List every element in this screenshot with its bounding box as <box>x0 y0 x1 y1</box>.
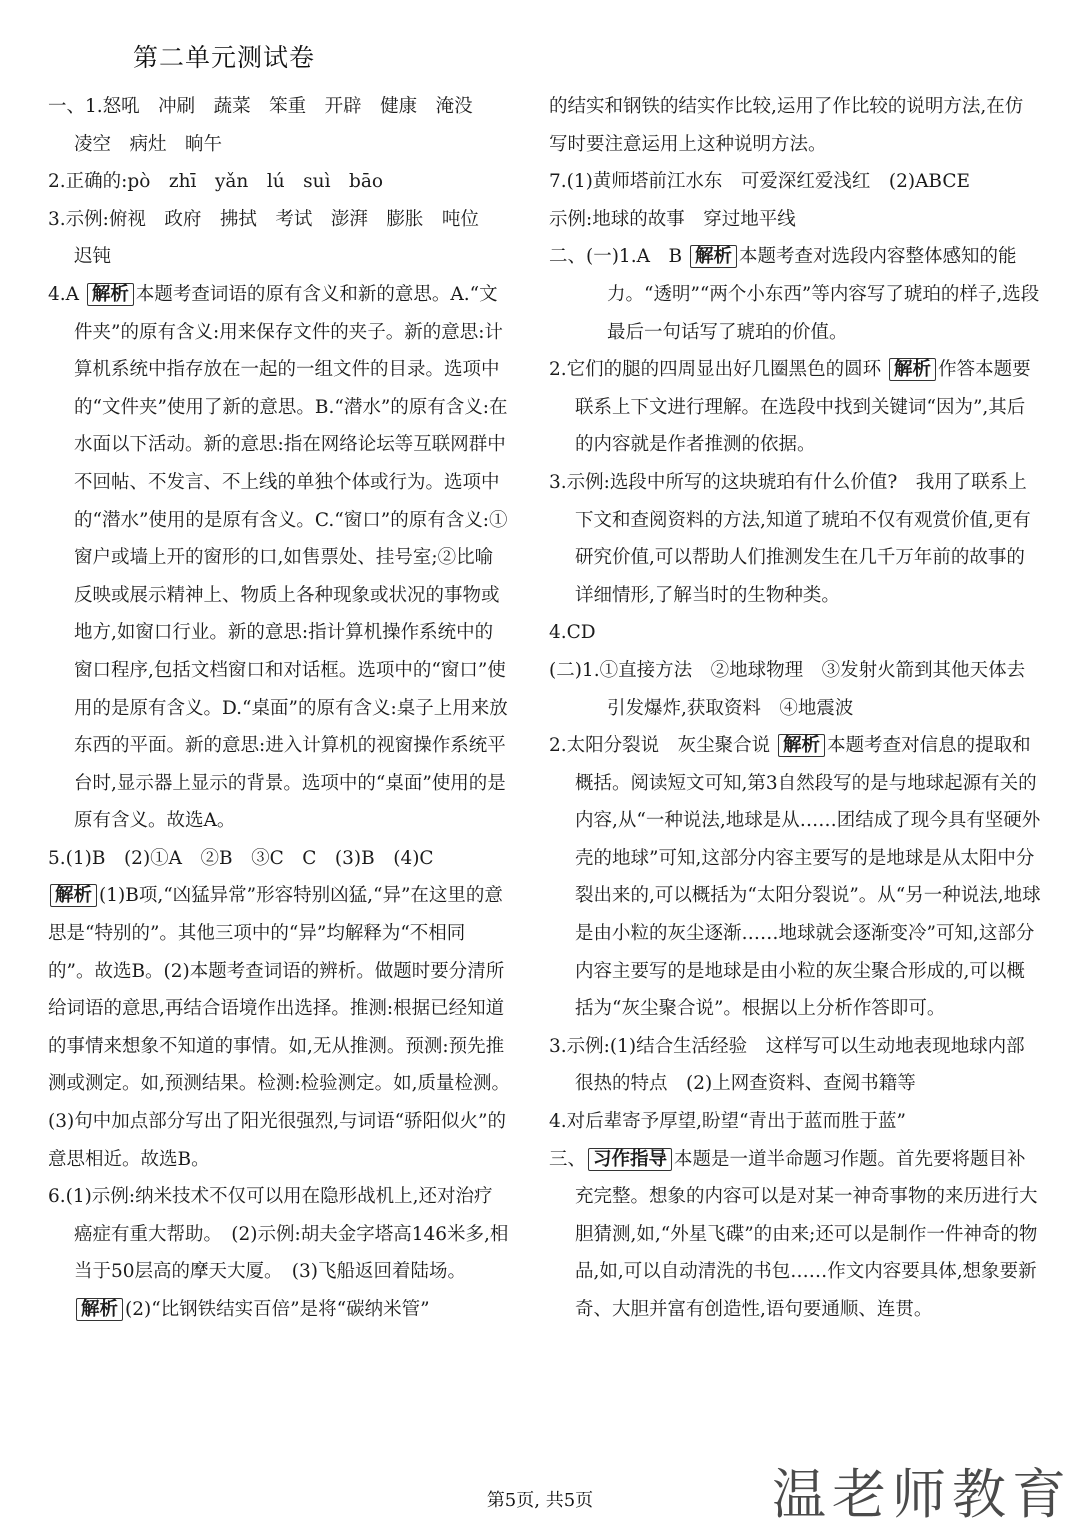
page-number: 第5页, 共5页 <box>486 1490 594 1511</box>
section-2-answer-4: 4.CD <box>549 622 596 644</box>
section-2-answer-1-choice: 二、(一)1.A B <box>549 246 688 268</box>
section-2b-answer-1: (二)1.①直接方法 ②地球物理 ③发射火箭到其他天体去引发爆炸,获取资料 ④地震波 <box>549 659 1026 719</box>
analysis-tag: 解析 <box>778 734 825 757</box>
answer-6-continued: 的结实和钢铁的结实作比较,运用了作比较的说明方法,在仿写时要注意运用上这种说明方法。 <box>549 96 1024 155</box>
section-2-answer-2 <box>549 351 1041 464</box>
section-2-answer-1 <box>549 238 1041 351</box>
analysis-tag: 解析 <box>50 884 97 907</box>
brand-watermark: 温老师教育 <box>772 1463 1072 1526</box>
section-2-answer-1-analysis: 本题考查对选段内容整体感知的能力。“透明”“两个小东西”等内容写了琥珀的样子,选段最后一句话写了琥珀的价值。 <box>607 246 1040 343</box>
answer-6 <box>48 1178 510 1328</box>
section-2b-answer-2-analysis: 本题考查对信息的提取和概括。阅读短文可知,第3自然段写的是与地球起源有关的内容,从“一种说法,地球是从……团结成了现今具有坚硬外壳的地球”可知,这部分内容主要写的是地球是从太阳中分裂出来的,可以概括为“太阳分裂说”。从“另一种说法,地球是由小粒的灰尘逐渐……地球就会逐渐变冷”可知,这部分内容主要写的是地球是由小粒的灰尘聚合形成的,可以概括为“灰尘聚合说”。根据以上分析作答即可。 <box>575 735 1041 1020</box>
answer-5-analysis-text: (1)B项,“凶猛异常”形容特别凶猛,“异”在这里的意思是“特别的”。其他三项中的“异”均解释为“不相同的”。故选B。(2)本题考查词语的辨析。做题时要分清所给词语的意思,再结合语境作出选择。推测:根据已经知道的事情来想象不知道的事情。如,无从推测。预测:预先推测或测定。如,预测结果。检测:检验测定。如,质量检测。(3)句中加点部分写出了阳光很强烈,与词语“骄阳似火”的意思相近。故选B。 <box>48 885 510 1170</box>
section-3-answer <box>549 1141 1041 1329</box>
right-column <box>549 88 1041 1329</box>
section-2-answer-2-analysis: 作答本题要联系上下文进行理解。在选段中找到关键词“因为”,其后的内容就是作者推测的依据。 <box>575 359 1031 456</box>
section-2b-answer-3: 3.示例:(1)结合生活经验 这样写可以生动地表现地球内部很热的特点 (2)上网查资料、查阅书籍等 <box>549 1035 1025 1095</box>
answer-2: 2.正确的:pò zhī yǎn lú suì bāo <box>48 171 384 193</box>
answer-3: 3.示例:俯视 政府 拂拭 考试 澎湃 膨胀 吨位 迟钝 <box>48 208 498 268</box>
section-2b-answer-2-text: 2.太阳分裂说 灰尘聚合说 <box>549 735 777 757</box>
answer-5-analysis <box>48 877 510 1178</box>
answer-1-line2: 凌空 病灶 晌午 <box>74 133 223 155</box>
answer-7-example: 示例:地球的故事 穿过地平线 <box>549 208 796 230</box>
answer-5: 5.(1)B (2)①A ②B ③C C (3)B (4)C <box>48 847 434 869</box>
page-title: 第二单元测试卷 <box>133 43 316 72</box>
section-2-answer-3: 3.示例:选段中所写的这块琥珀有什么价值? 我用了联系上下文和查阅资料的方法,知道了琥珀不仅有观赏价值,更有研究价值,可以帮助人们推测发生在几千万年前的故事的详细情形,了解当时的生物种类。 <box>549 471 1031 606</box>
answer-6-analysis: (2)“比钢铁结实百倍”是将“碳纳米管” <box>125 1299 430 1320</box>
answer-6-text: 6.(1)示例:纳米技术不仅可以用在隐形战机上,还对治疗癌症有重大帮助。 (2)示例:胡夫金字塔高146米多,相当于50层高的摩天大厦。 (3)飞船返回着陆场。 <box>48 1186 509 1283</box>
section-2-answer-2-text: 2.它们的腿的四周显出好几圈黑色的圆环 <box>549 359 888 381</box>
answer-1-line1: 一、1.怒吼 冲刷 蔬菜 笨重 开辟 健康 淹没 <box>48 96 473 117</box>
analysis-tag: 解析 <box>76 1298 123 1321</box>
section-3-number: 三、 <box>549 1148 587 1170</box>
answer-1 <box>48 88 510 163</box>
left-column <box>48 88 510 1329</box>
section-2b-answer-2 <box>549 727 1041 1028</box>
section-3-guide-text: 本题是一道半命题习作题。首先要将题目补充完整。想象的内容可以是对某一神奇事物的来历进行大胆猜测,如,“外星飞碟”的由来;还可以是制作一件神奇的物品,如,可以自动清洗的书包……作文内容要具体,想象要新奇、大胆并富有创造性,语句要通顺、连贯。 <box>575 1148 1038 1320</box>
answer-4 <box>48 276 510 840</box>
analysis-tag: 解析 <box>889 358 936 381</box>
answer-7: 7.(1)黄师塔前江水东 可爱深红爱浅红 (2)ABCE <box>549 171 971 193</box>
writing-guide-tag: 习作指导 <box>588 1148 672 1171</box>
section-2b-answer-4: 4.对后辈寄予厚望,盼望“青出于蓝而胜于蓝” <box>549 1111 906 1133</box>
analysis-tag: 解析 <box>87 283 134 306</box>
analysis-tag: 解析 <box>690 245 737 268</box>
answer-4-choice: 4.A <box>48 283 85 305</box>
answer-4-analysis: 本题考查词语的原有含义和新的意思。A.“文件夹”的原有含义:用来保存文件的夹子。新的意思:计算机系统中指存放在一起的一组文件的目录。选项中的“文件夹”使用了新的意思。B.“潜水”的原有含义:在水面以下活动。新的意思:指在网络论坛等互联网群中不回帖、不发言、不上线的单独个体或行为。选项中的“潜水”使用的是原有含义。C.“窗口”的原有含义:①窗户或墙上开的窗形的口,如售票处、挂号室;②比喻反映或展示精神上、物质上各种现象或状况的事物或地方,如窗口行业。新的意思:指计算机操作系统中的窗口程序,包括文档窗口和对话框。选项中的“窗口”使用的是原有含义。D.“桌面”的原有含义:桌子上用来放东西的平面。新的意思:进入计算机的视窗操作系统平台时,显示器上显示的背景。选项中的“桌面”使用的是原有含义。故选A。 <box>74 283 508 832</box>
